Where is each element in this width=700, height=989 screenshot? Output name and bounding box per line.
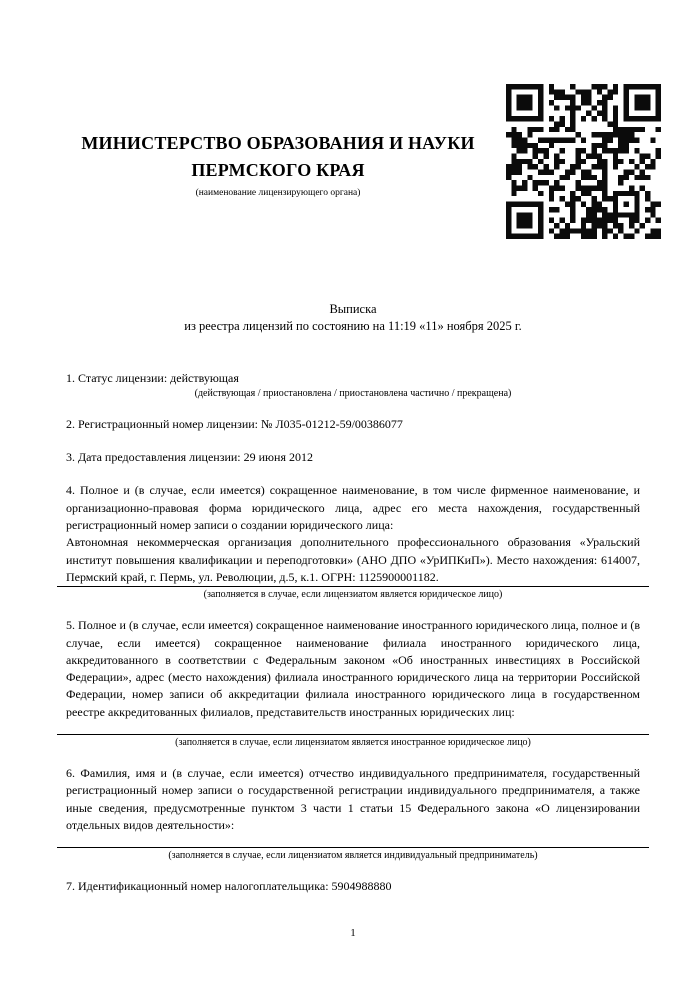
item-license-status bbox=[66, 370, 640, 400]
legal-entity-fill-line bbox=[57, 586, 649, 587]
document-title bbox=[66, 301, 640, 336]
grant-date-text: 3. Дата предоставления лицензии: 29 июня 2012 bbox=[66, 450, 313, 465]
title-line1: Выписка bbox=[329, 302, 377, 316]
license-status-note: (действующая / приостановлена / приостановлена частично / прекращена) bbox=[194, 387, 512, 399]
taxpayer-id-text: 7. Идентификационный номер налогоплательщика: 5904988880 bbox=[66, 879, 392, 894]
legal-entity-label: 4. Полное и (в случае, если имеется) сокращенное наименование, в том числе фирменное наименование, и организационно-правовая форма юридического лица, адрес его места нахождения, государственный регистрационный номер записи о создании юридического лица: bbox=[66, 483, 640, 533]
title-line2: из реестра лицензий по состоянию на 11:19 «11» ноября 2025 г. bbox=[184, 319, 522, 334]
item-foreign-entity bbox=[66, 617, 640, 749]
foreign-entity-value bbox=[66, 721, 640, 734]
item-individual-entrepreneur bbox=[66, 765, 640, 862]
authority-caption: (наименование лицензирующего органа) bbox=[195, 188, 361, 198]
page-number: 1 bbox=[350, 927, 356, 939]
individual-entrepreneur-label: 6. Фамилия, имя и (в случае, если имеется) отчество индивидуального предпринимателя, государственный регистрационный номер записи о государственной регистрации индивидуального предпринимателя, а также иные сведения, предусмотренные пунктом 3 части 1 статьи 15 Федерального закона «О лицензировании отдельных видов деятельности»: bbox=[66, 766, 640, 832]
licensing-authority-block bbox=[66, 130, 490, 200]
individual-entrepreneur-note: (заполняется в случае, если лицензиатом является индивидуальный предприниматель) bbox=[168, 850, 538, 862]
legal-entity-note: (заполняется в случае, если лицензиатом является юридическое лицо) bbox=[203, 589, 503, 601]
legal-entity-value: Автономная некоммерческая организация дополнительного профессионального образования «Уральский институт повышения квалификации и переподготовки» (АНО ДПО «УрИПКиП»). Место нахождения: 614007, Пермский край, г. Пермь, ул. Революции, д.5, к.1. ОГРН: 1125900001182. bbox=[66, 535, 640, 584]
authority-name-line2: ПЕРМСКОГО КРАЯ bbox=[191, 160, 365, 180]
license-status-text: 1. Статус лицензии: действующая bbox=[66, 370, 239, 385]
registration-number-text: 2. Регистрационный номер лицензии: № Л035-01212-59/00386077 bbox=[66, 416, 403, 431]
item-legal-entity bbox=[66, 482, 640, 601]
document-content bbox=[66, 130, 640, 896]
foreign-entity-label: 5. Полное и (в случае, если имеется) сокращенное наименование иностранного юридического лица, полное и (в случае, если имеется) сокращенное наименование филиала иностранного юридического лица, аккредитованного в соответствии с Федеральным законом «Об иностранных инвестициях в Российской Федерации», адрес (место нахождения) филиала иностранного юридического лица на территории Российской Федерации, номер записи об аккредитации филиала иностранного юридического лица в государственном реестре аккредитованных филиалов, представительств иностранных юридических лиц: bbox=[66, 618, 640, 719]
item-grant-date bbox=[66, 449, 640, 466]
foreign-entity-note: (заполняется в случае, если лицензиатом является иностранное юридическое лицо) bbox=[175, 737, 531, 749]
foreign-entity-fill-line bbox=[57, 734, 649, 735]
individual-entrepreneur-fill-line bbox=[57, 847, 649, 848]
item-registration-number bbox=[66, 416, 640, 433]
item-taxpayer-id bbox=[66, 878, 640, 895]
qr-code-icon bbox=[506, 84, 661, 239]
authority-name-line1: МИНИСТЕРСТВО ОБРАЗОВАНИЯ И НАУКИ bbox=[81, 133, 475, 153]
individual-entrepreneur-value bbox=[66, 834, 640, 847]
